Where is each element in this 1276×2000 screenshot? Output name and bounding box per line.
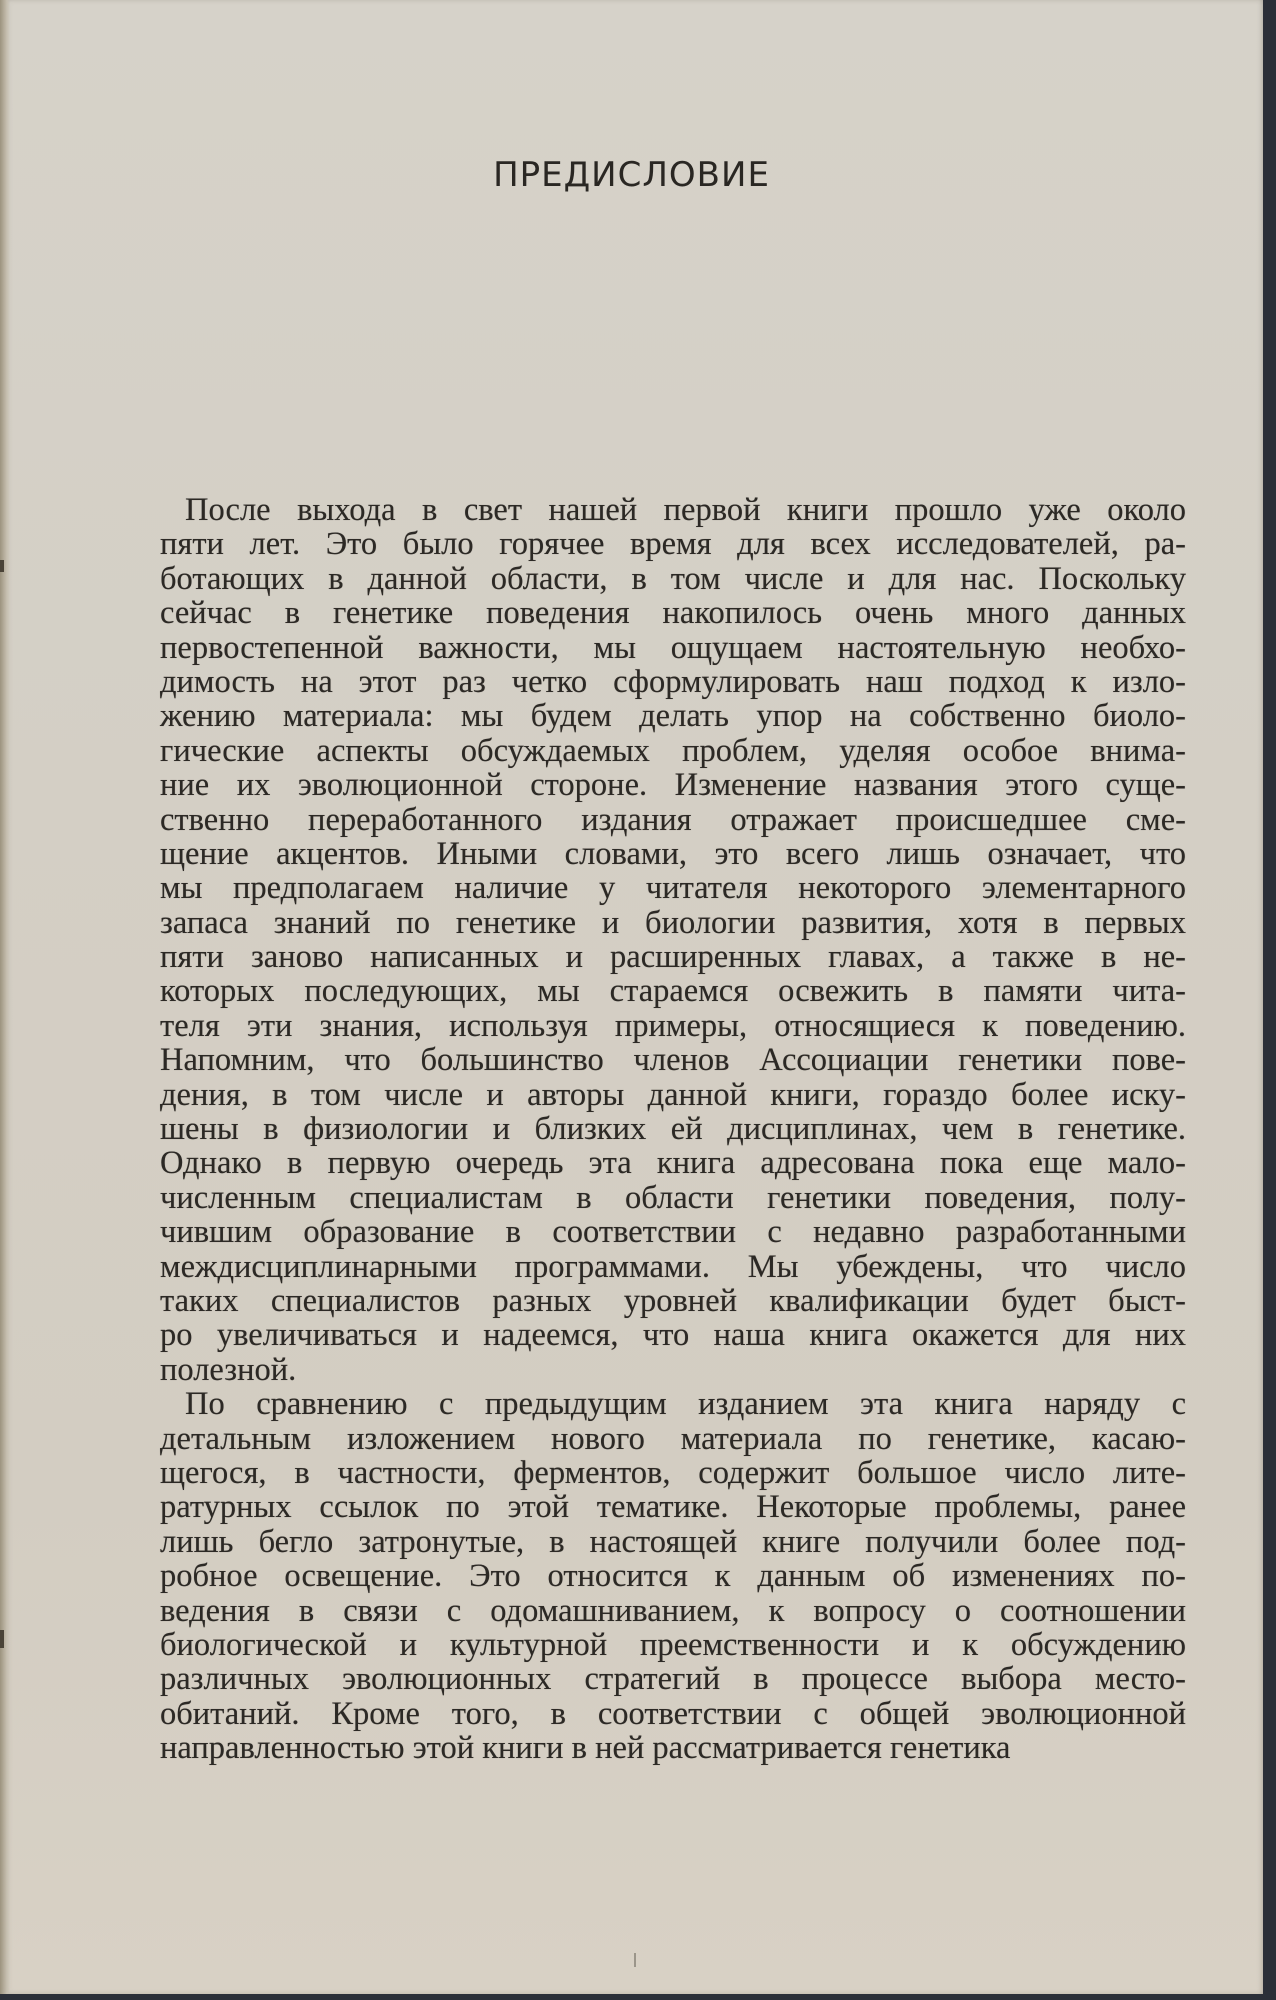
text-line: ратурных ссылок по этой тематике. Некоторые проблемы, ранее [160, 1489, 1186, 1526]
text-line: пяти заново написанных и расширенных главах, а также в не- [160, 939, 1186, 976]
text-line: мы предполагаем наличие у читателя некоторого элементарного [160, 870, 1186, 907]
text-line: щение акцентов. Иными словами, это всего лишь означает, что [160, 835, 1186, 872]
text-line: Однако в первую очередь эта книга адресована пока еще мало- [160, 1145, 1186, 1182]
text-line: шены в физиологии и близких ей дисциплинах, чем в генетике. [160, 1111, 1186, 1148]
text-line: численным специалистам в области генетики поведения, полу- [160, 1179, 1186, 1216]
text-line: биологической и культурной преемственности и к обсуждению [160, 1626, 1186, 1663]
text-line: первостепенной важности, мы ощущаем настоятельную необхо- [160, 629, 1186, 666]
text-line: ботающих в данной области, в том числе и для нас. Поскольку [160, 560, 1186, 597]
page-spine-shadow [0, 0, 10, 1994]
text-line: ро увеличиваться и надеемся, что наша книга окажется для них [160, 1317, 1186, 1354]
text-line: сейчас в генетике поведения накопилось очень много данных [160, 595, 1186, 632]
text-line: лишь бегло затронутые, в настоящей книге получили более под- [160, 1523, 1186, 1560]
text-line: чившим образование в соответствии с недавно разработанными [160, 1214, 1186, 1251]
paragraph-1 [160, 493, 1186, 1387]
text-line: обитаний. Кроме того, в соответствии с общей эволюционной [160, 1695, 1186, 1732]
page-heading: ПРЕДИСЛОВИЕ [493, 154, 770, 195]
text-line: щегося, в частности, ферментов, содержит большое число лите- [160, 1454, 1186, 1491]
text-line: ведения в связи с одомашниванием, к вопросу о соотношении [160, 1592, 1186, 1629]
text-line: ние их эволюционной стороне. Изменение названия этого суще- [160, 767, 1186, 804]
body-text [160, 493, 1186, 1765]
text-line: междисциплинарными программами. Мы убеждены, что число [160, 1248, 1186, 1285]
text-line: гические аспекты обсуждаемых проблем, уделяя особое внима- [160, 732, 1186, 769]
print-mark [634, 1953, 636, 1967]
text-line: По сравнению с предыдущим изданием эта книга наряду с [185, 1386, 1186, 1423]
text-line: таких специалистов разных уровней квалификации будет быст- [160, 1282, 1186, 1319]
page-edge-mark [0, 1630, 4, 1648]
text-line: детальным изложением нового материала по генетике, касаю- [160, 1420, 1186, 1457]
text-line: пяти лет. Это было горячее время для всех исследователей, ра- [160, 526, 1186, 563]
text-line: которых последующих, мы стараемся освежить в памяти чита- [160, 973, 1186, 1010]
text-line: направленностью этой книги в ней рассматривается генетика [160, 1730, 1011, 1767]
text-line: дения, в том числе и авторы данной книги, гораздо более иску- [160, 1076, 1186, 1113]
text-line: робное освещение. Это относится к данным об изменениях по- [160, 1558, 1186, 1595]
text-line: димость на этот раз четко сформулировать наш подход к изло- [160, 663, 1186, 700]
text-line: различных эволюционных стратегий в процессе выбора место- [160, 1661, 1186, 1698]
text-line: Напомним, что большинство членов Ассоциации генетики пове- [160, 1042, 1186, 1079]
text-line: теля эти знания, используя примеры, относящиеся к поведению. [160, 1007, 1186, 1044]
text-line: ственно переработанного издания отражает происшедшее сме- [160, 801, 1186, 838]
text-line: запаса знаний по генетике и биологии развития, хотя в первых [160, 904, 1186, 941]
paragraph-2 [160, 1387, 1186, 1765]
text-line: полезной. [160, 1351, 297, 1388]
text-line: После выхода в свет нашей первой книги прошло уже около [185, 492, 1186, 528]
text-line: жению материала: мы будем делать упор на собственно биоло- [160, 698, 1186, 735]
page-edge-mark [0, 560, 4, 572]
